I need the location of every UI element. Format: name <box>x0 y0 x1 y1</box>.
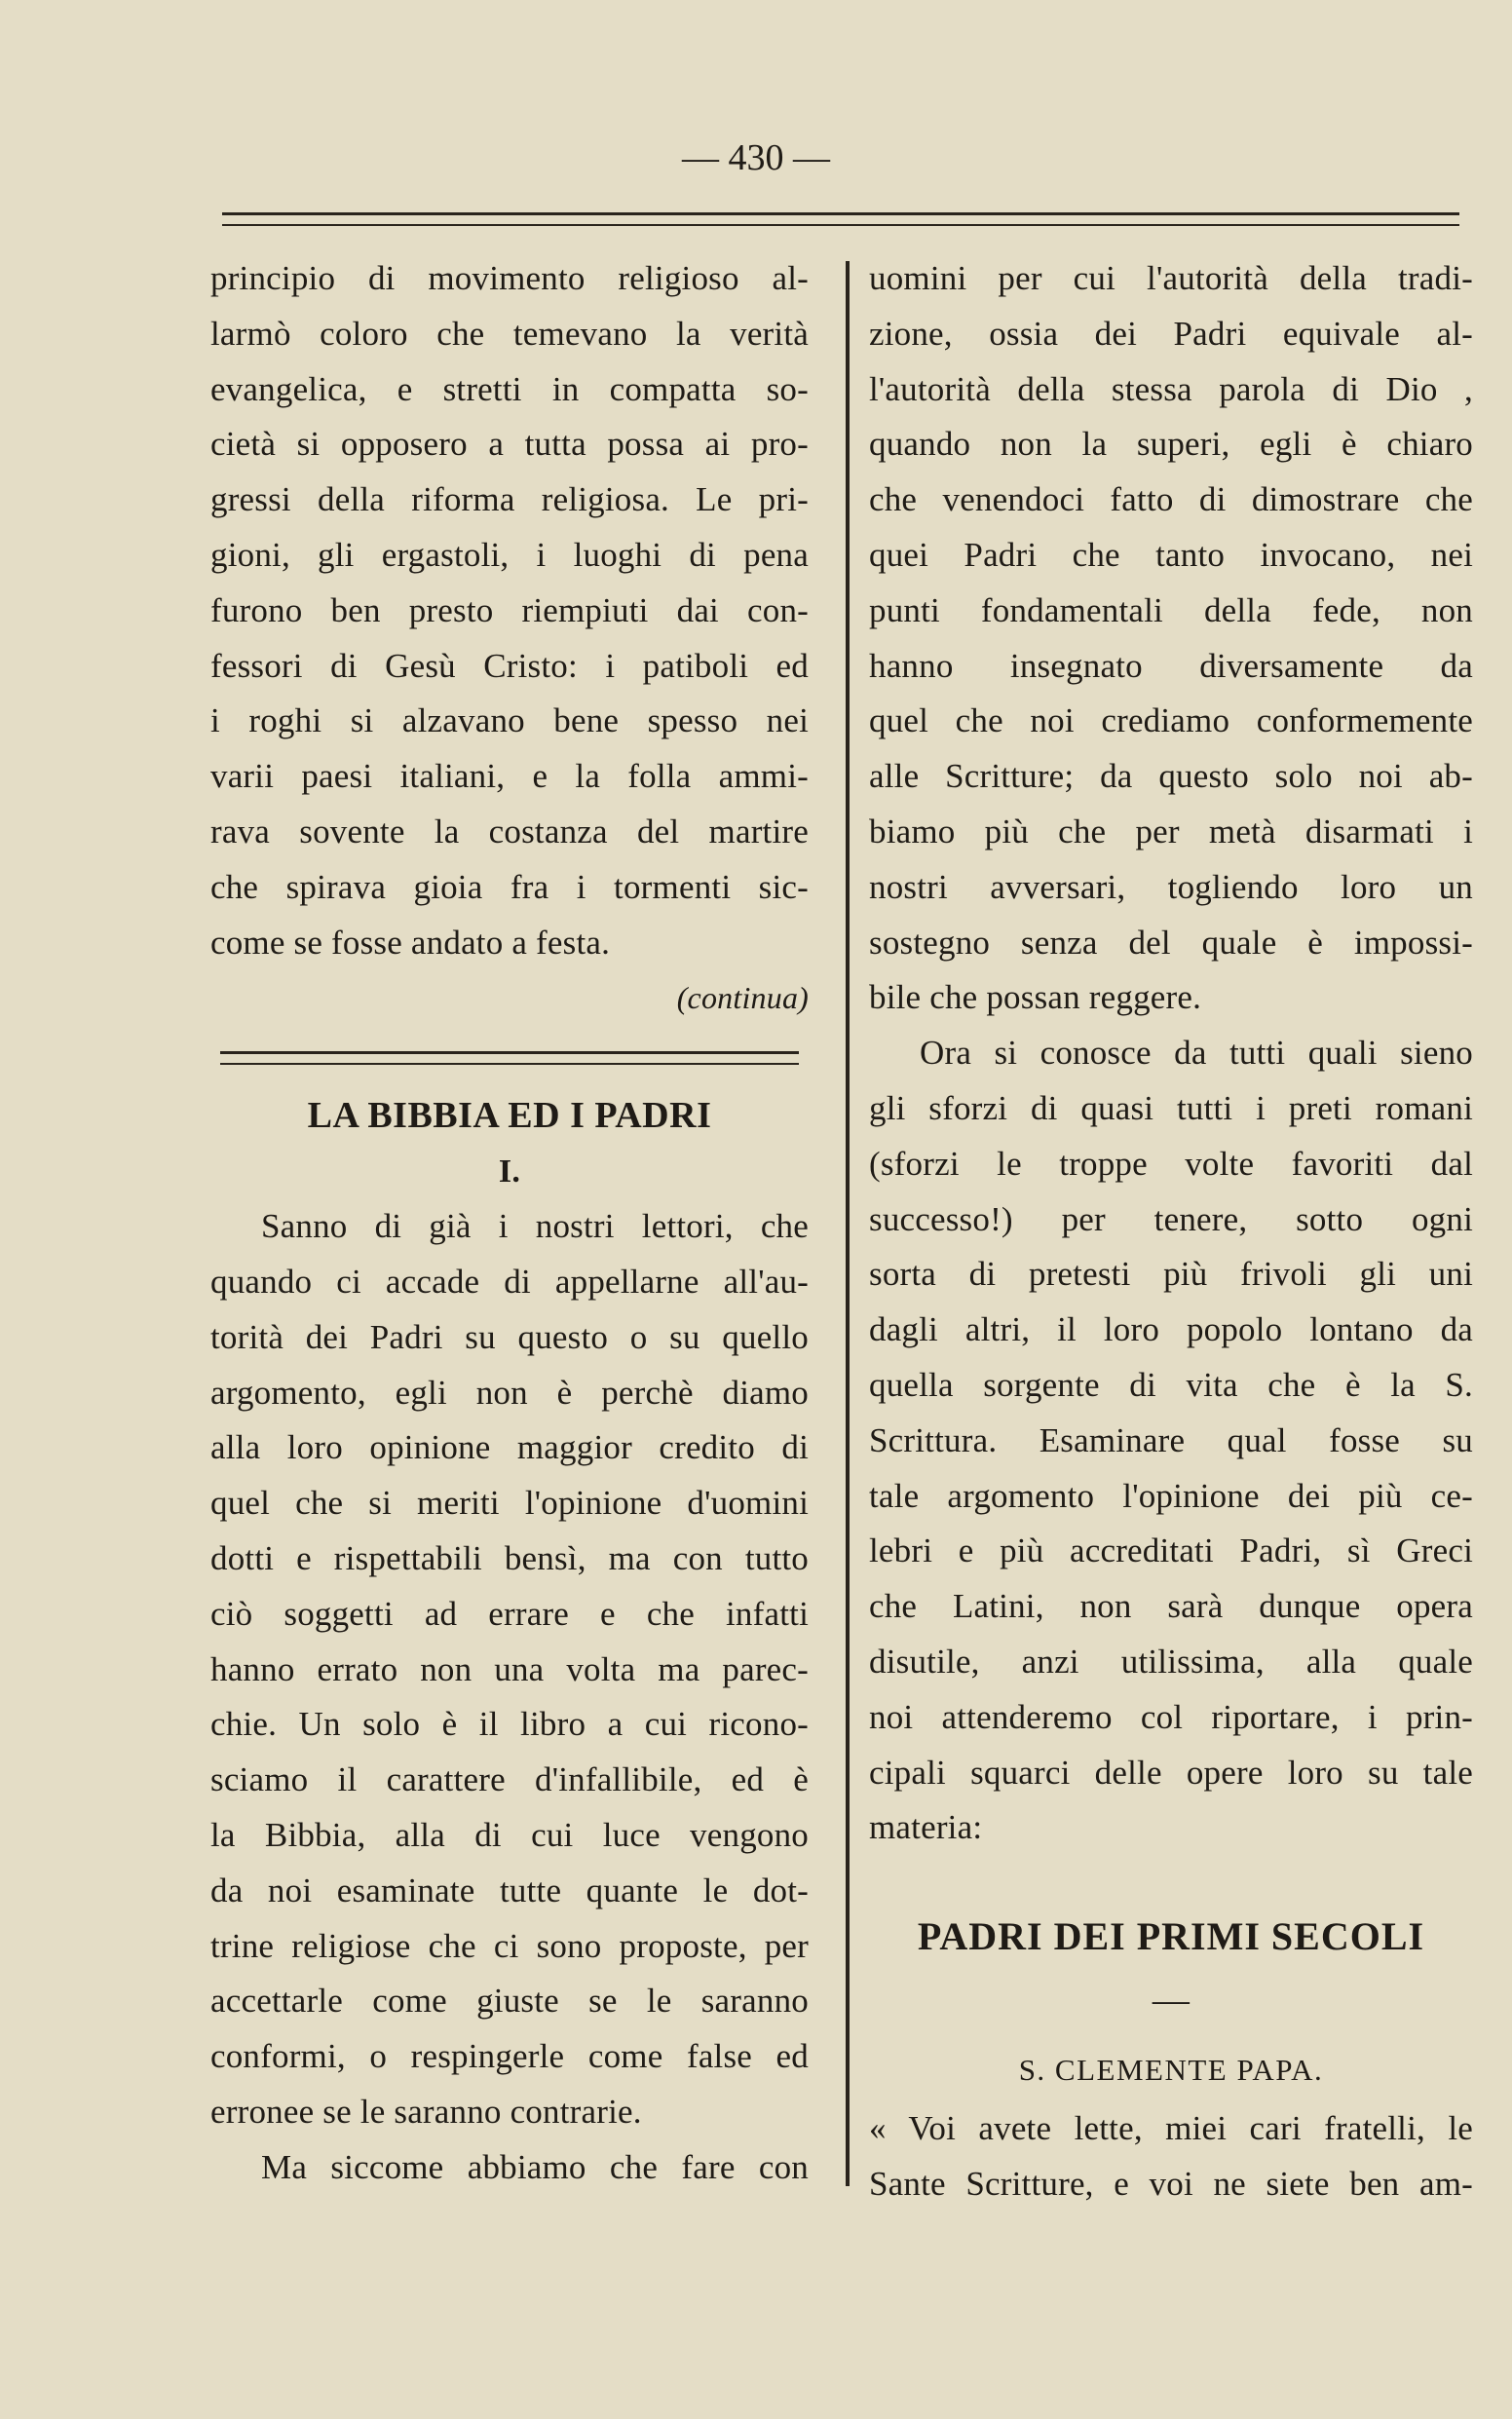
text-line: evangelica, e stretti in compatta so- <box>210 369 809 408</box>
text-line: che venendoci fatto di dimostrare che <box>869 480 1473 519</box>
text-line: uomini per cui l'autorità della tradi- <box>869 259 1473 297</box>
article-title: LA BIBBIA ED I PADRI <box>307 1095 712 1137</box>
text-line: ciò soggetti ad errare e che infatti <box>210 1594 809 1633</box>
left-column <box>210 251 809 2196</box>
text-line: che Latini, non sarà dunque opera <box>869 1587 1473 1626</box>
text-line: Ora si conosce da tutti quali sieno <box>920 1034 1473 1073</box>
text-line: quel che noi crediamo conformemente <box>869 701 1473 740</box>
text-line: Ma siccome abbiamo che fare con <box>261 2147 809 2186</box>
text-line: zione, ossia dei Padri equivale al- <box>869 314 1473 353</box>
heading-dash: — <box>1152 1980 1191 2022</box>
text-line: successo!) per tenere, sotto ogni <box>869 1199 1473 1238</box>
text-line: cietà si opposero a tutta possa ai pro- <box>210 425 809 464</box>
text-line: disutile, anzi utilissima, alla quale <box>869 1642 1473 1681</box>
text-line: i roghi si alzavano bene spesso nei <box>210 701 809 740</box>
section-double-rule <box>220 1051 799 1065</box>
paragraph-2 <box>869 1026 1473 1856</box>
text-line: dagli altri, il loro popolo lontano da <box>869 1310 1473 1349</box>
text-line: larmò coloro che temevano la verità <box>210 314 809 353</box>
text-line: fessori di Gesù Cristo: i patiboli ed <box>210 646 809 685</box>
text-line: principio di movimento religioso al- <box>210 259 809 297</box>
text-line: materia: <box>869 1808 983 1847</box>
text-line: varii paesi italiani, e la folla ammi- <box>210 757 809 796</box>
quote-paragraph <box>869 2101 1473 2212</box>
text-line: torità dei Padri su questo o su quello <box>210 1317 809 1356</box>
text-line: nostri avversari, togliendo loro un <box>869 867 1473 906</box>
text-line: dotti e rispettabili bensì, ma con tutto <box>210 1538 809 1577</box>
text-line: argomento, egli non è perchè diamo <box>210 1373 809 1412</box>
intro-paragraph <box>210 251 809 1026</box>
text-line: cipali squarci delle opere loro su tale <box>869 1753 1473 1792</box>
right-column <box>869 251 1473 2212</box>
text-line: bile che possan reggere. <box>869 978 1202 1017</box>
author-subheading: S. CLEMENTE PAPA. <box>1018 2053 1324 2088</box>
text-line: quel che si meriti l'opinione d'uomini <box>210 1484 809 1523</box>
text-line: gressi della riforma religiosa. Le pri- <box>210 480 809 519</box>
text-line: (sforzi le troppe volte favoriti dal <box>869 1144 1473 1183</box>
text-line: Scrittura. Esaminare qual fosse su <box>869 1420 1473 1459</box>
text-line: furono ben presto riempiuti dai con- <box>210 590 809 629</box>
column-divider <box>846 261 850 2186</box>
text-line: hanno insegnato diversamente da <box>869 646 1473 685</box>
paragraph-1 <box>869 251 1473 1026</box>
text-line: erronee se le saranno contrarie. <box>210 2092 642 2131</box>
article-body <box>210 1199 809 2195</box>
text-line: quella sorgente di vita che è la S. <box>869 1365 1473 1404</box>
text-line: punti fondamentali della fede, non <box>869 590 1473 629</box>
text-line: rava sovente la costanza del martire <box>210 812 809 850</box>
continua-note: (continua) <box>676 980 809 1016</box>
text-line: sciamo il carattere d'infallibile, ed è <box>210 1760 809 1799</box>
text-line: da noi esaminate tutte quante le dot- <box>210 1871 809 1909</box>
text-line: conformi, o respingerle come false ed <box>210 2037 809 2076</box>
text-line: gli sforzi di quasi tutti i preti romani <box>869 1088 1473 1127</box>
text-line: alla loro opinione maggior credito di <box>210 1428 809 1467</box>
top-double-rule <box>222 212 1459 226</box>
text-line: trine religiose che ci sono proposte, per <box>210 1926 809 1965</box>
text-line: quando non la superi, egli è chiaro <box>869 425 1473 464</box>
text-line: biamo più che per metà disarmati i <box>869 812 1473 850</box>
text-line: accettarle come giuste se le saranno <box>210 1982 809 2021</box>
text-line: quando ci accade di appellarne all'au- <box>210 1262 809 1301</box>
text-line: Sante Scritture, e voi ne siete ben am- <box>869 2164 1473 2203</box>
text-line: « Voi avete lette, miei cari fratelli, le <box>869 2109 1473 2148</box>
text-line: l'autorità della stessa parola di Dio , <box>869 369 1473 408</box>
text-line: lebri e più accreditati Padri, sì Greci <box>869 1531 1473 1570</box>
text-line: tale argomento l'opinione dei più ce- <box>869 1476 1473 1515</box>
text-line: gioni, gli ergastoli, i luoghi di pena <box>210 535 809 574</box>
text-line: come se fosse andato a festa. <box>210 923 611 962</box>
text-line: la Bibbia, alla di cui luce vengono <box>210 1815 809 1854</box>
text-line: hanno errato non una volta ma parec- <box>210 1649 809 1688</box>
text-line: chie. Un solo è il libro a cui ricono- <box>210 1705 809 1744</box>
text-line: quei Padri che tanto invocano, nei <box>869 535 1473 574</box>
text-line: che spirava gioia fra i tormenti sic- <box>210 867 809 906</box>
text-line: alle Scritture; da questo solo noi ab- <box>869 757 1473 796</box>
text-line: Sanno di già i nostri lettori, che <box>261 1207 809 1246</box>
section-heading: PADRI DEI PRIMI SECOLI <box>917 1914 1425 1959</box>
text-line: noi attenderemo col riportare, i prin- <box>869 1697 1473 1736</box>
text-line: sostegno senza del quale è impossi- <box>869 923 1473 962</box>
article-section-number: I. <box>498 1153 521 1191</box>
text-line: sorta di pretesti più frivoli gli uni <box>869 1255 1473 1294</box>
page-number: — 430 — <box>682 137 830 178</box>
